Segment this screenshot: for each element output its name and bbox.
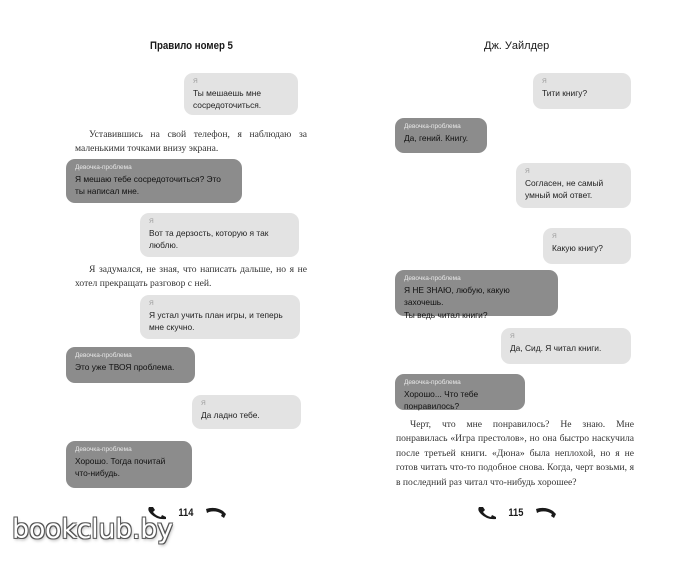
message-text: Это уже ТВОЯ проблема. xyxy=(75,361,175,372)
message-text: Да ладно тебе. xyxy=(201,409,260,420)
message-text: Какую книгу? xyxy=(552,242,603,253)
message-bubble-outgoing xyxy=(501,328,631,364)
message-bubble-incoming xyxy=(395,270,558,320)
right-page xyxy=(350,0,700,563)
message-bubble-outgoing xyxy=(516,163,631,208)
message-sender: Я xyxy=(552,233,557,240)
message-bubble-incoming xyxy=(395,118,487,153)
message-bubble-outgoing xyxy=(533,73,631,109)
message-bubble-incoming xyxy=(66,159,242,203)
message-sender: Я xyxy=(525,168,530,175)
page-number: 115 xyxy=(508,507,524,519)
left-page-header: Правило номер 5 xyxy=(150,40,233,52)
message-bubble-outgoing xyxy=(543,228,631,264)
message-sender: Девочка-проблема xyxy=(404,123,461,130)
message-sender: Девочка-проблема xyxy=(404,275,461,282)
message-bubble-outgoing xyxy=(184,73,298,115)
message-sender: Девочка-проблема xyxy=(75,446,132,453)
message-sender: Я xyxy=(193,78,198,85)
message-text: Я мешаю тебе сосредоточиться? Это ты написал мне. xyxy=(75,173,221,197)
message-bubble-outgoing xyxy=(140,213,299,257)
message-sender: Я xyxy=(149,218,154,225)
message-text: Тити книгу? xyxy=(542,87,588,98)
phone-handset-icon xyxy=(535,506,557,520)
message-bubble-incoming xyxy=(66,347,195,383)
message-text: Я устал учить план игры, и теперь мне скучно. xyxy=(149,309,283,333)
message-sender: Я xyxy=(510,333,515,340)
message-text: Я НЕ ЗНАЮ, любую, какую захочешь. Ты ведь читал книги? xyxy=(404,284,510,320)
message-sender: Девочка-проблема xyxy=(75,352,132,359)
message-text: Согласен, не самый умный мой ответ. xyxy=(525,177,604,201)
message-text: Вот та дерзость, которую я так люблю. xyxy=(149,227,269,251)
message-bubble-incoming xyxy=(395,374,525,410)
prose-paragraph: Черт, что мне понравилось? Не знаю. Мне понравилась «Игра престолов», но она быстро наскучила после третьей книги. «Дюна» была неплохой, но я не готов читать что-то подобное снова. Когда, черт возьми, я в последний раз читал что-нибудь хорошее? xyxy=(396,419,634,488)
watermark: bookclub.by xyxy=(12,514,173,545)
right-page-footer xyxy=(477,506,557,520)
message-bubble-outgoing xyxy=(192,395,301,429)
message-sender: Я xyxy=(201,400,206,407)
message-sender: Я xyxy=(149,300,154,307)
prose-paragraph: Уставившись на свой телефон, я наблюдаю за маленькими точками внизу экрана. xyxy=(75,129,307,155)
message-sender: Девочка-проблема xyxy=(75,164,132,171)
message-text: Да, Сид. Я читал книги. xyxy=(510,342,602,353)
message-bubble-outgoing xyxy=(140,295,300,339)
message-text: Хорошо. Тогда почитай что-нибудь. xyxy=(75,455,166,479)
message-text: Ты мешаешь мне сосредоточиться. xyxy=(193,87,262,111)
message-text: Хорошо... Что тебе понравилось? xyxy=(404,388,479,412)
message-sender: Я xyxy=(542,78,547,85)
page-number: 114 xyxy=(178,507,194,519)
phone-handset-icon xyxy=(477,506,497,520)
message-text: Да, гений. Книгу. xyxy=(404,132,469,143)
message-sender: Девочка-проблема xyxy=(404,379,461,386)
phone-handset-icon xyxy=(205,506,227,520)
message-bubble-incoming xyxy=(66,441,192,488)
right-page-header: Дж. Уайлдер xyxy=(484,40,550,52)
prose-paragraph: Я задумался, не зная, что написать дальше, но я не хотел прекращать разговор с ней. xyxy=(75,264,307,290)
